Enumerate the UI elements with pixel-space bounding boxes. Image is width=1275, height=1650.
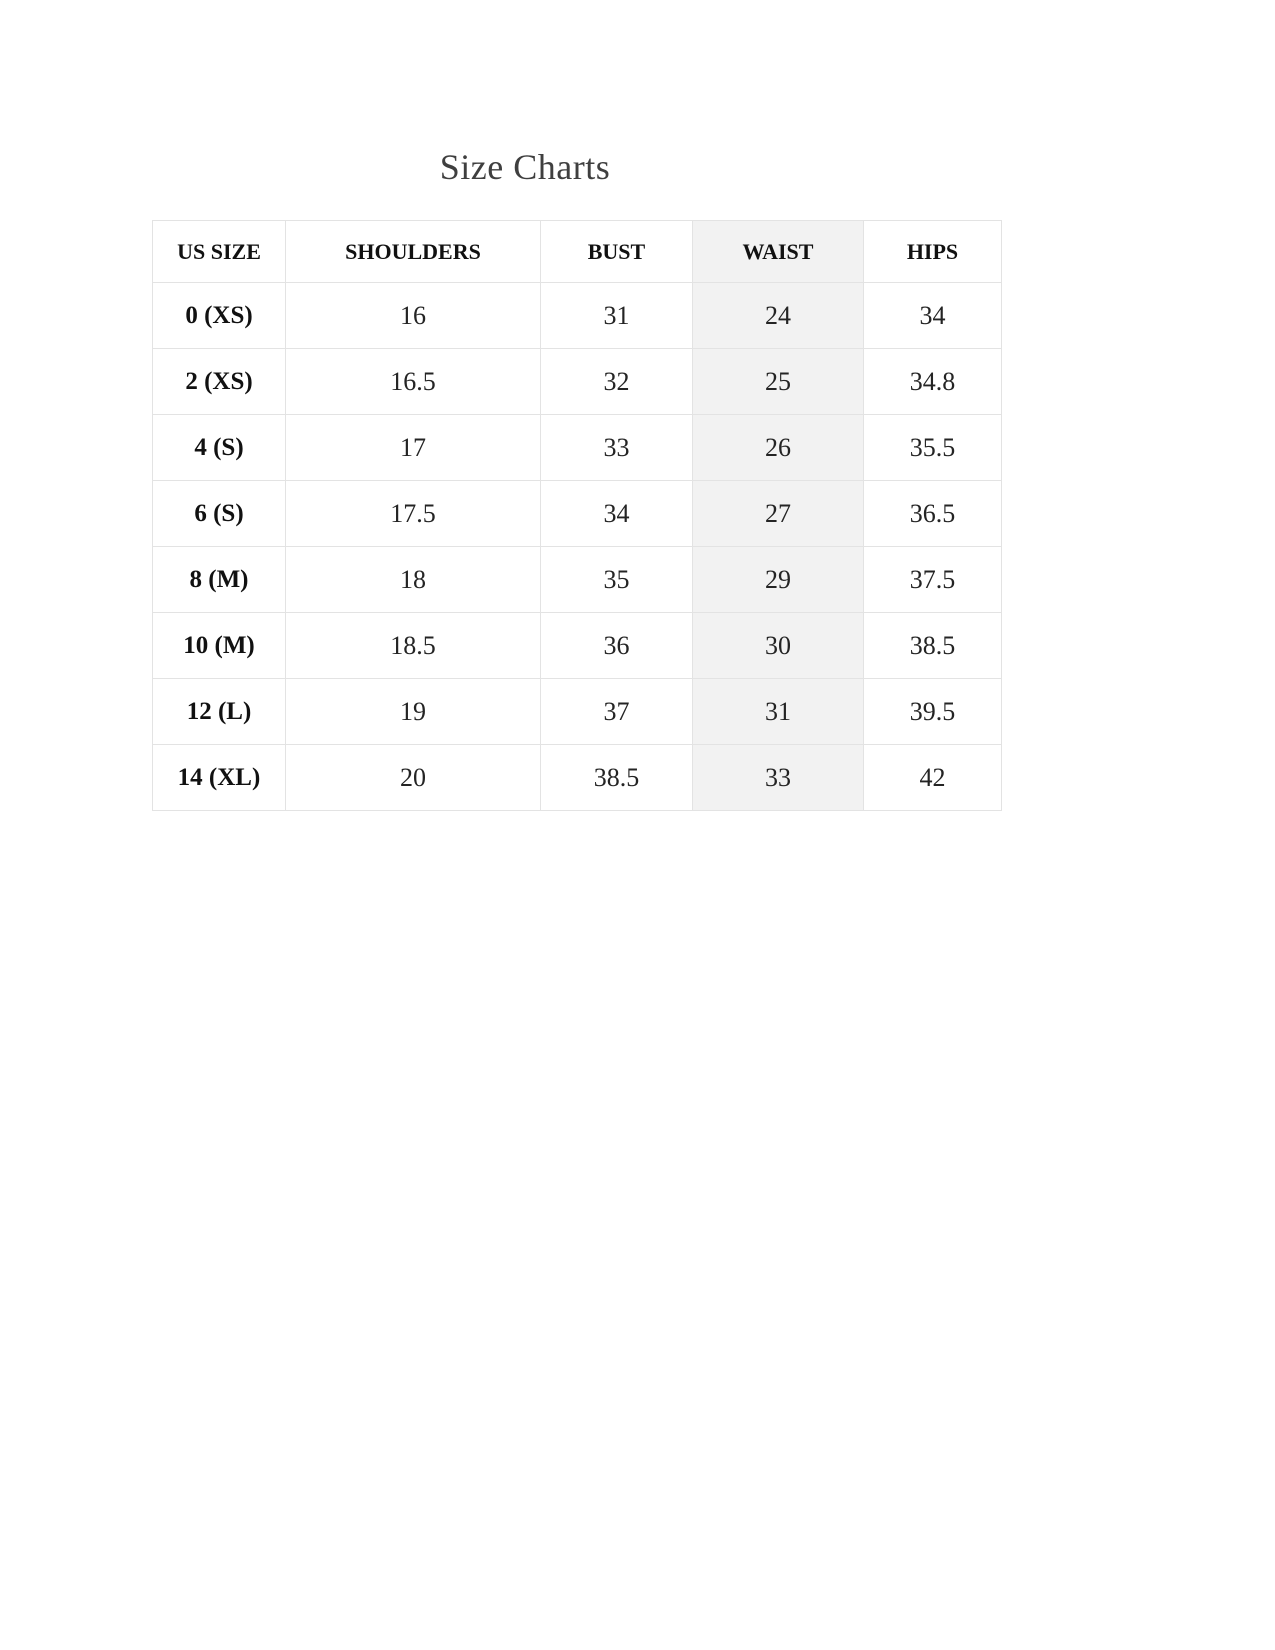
bust-cell: 31 <box>541 283 693 349</box>
waist-cell: 26 <box>693 415 864 481</box>
hips-cell: 39.5 <box>864 679 1002 745</box>
waist-cell: 31 <box>693 679 864 745</box>
table-row <box>153 547 1002 613</box>
waist-cell: 24 <box>693 283 864 349</box>
waist-cell: 27 <box>693 481 864 547</box>
col-header-hips: HIPS <box>864 221 1002 283</box>
hips-cell: 34 <box>864 283 1002 349</box>
hips-cell: 36.5 <box>864 481 1002 547</box>
shoulders-cell: 17.5 <box>286 481 541 547</box>
waist-cell: 25 <box>693 349 864 415</box>
bust-cell: 36 <box>541 613 693 679</box>
page-title: Size Charts <box>439 147 611 187</box>
bust-cell: 35 <box>541 547 693 613</box>
shoulders-cell: 18 <box>286 547 541 613</box>
us-size-cell: 8 (M) <box>153 547 286 613</box>
table-row <box>153 415 1002 481</box>
table-row <box>153 283 1002 349</box>
shoulders-cell: 16.5 <box>286 349 541 415</box>
shoulders-cell: 16 <box>286 283 541 349</box>
bust-cell: 37 <box>541 679 693 745</box>
us-size-cell: 0 (XS) <box>153 283 286 349</box>
bust-cell: 38.5 <box>541 745 693 811</box>
hips-cell: 35.5 <box>864 415 1002 481</box>
header-row <box>153 221 1002 283</box>
waist-cell: 33 <box>693 745 864 811</box>
col-header-shoulders: SHOULDERS <box>286 221 541 283</box>
us-size-cell: 12 (L) <box>153 679 286 745</box>
col-header-bust: BUST <box>541 221 693 283</box>
size-chart-table <box>152 220 1002 811</box>
us-size-cell: 10 (M) <box>153 613 286 679</box>
us-size-cell: 2 (XS) <box>153 349 286 415</box>
us-size-cell: 14 (XL) <box>153 745 286 811</box>
bust-cell: 33 <box>541 415 693 481</box>
table-row <box>153 481 1002 547</box>
bust-cell: 32 <box>541 349 693 415</box>
shoulders-cell: 20 <box>286 745 541 811</box>
us-size-cell: 6 (S) <box>153 481 286 547</box>
shoulders-cell: 17 <box>286 415 541 481</box>
table-row <box>153 679 1002 745</box>
col-header-waist: WAIST <box>693 221 864 283</box>
col-header-us-size: US SIZE <box>153 221 286 283</box>
table-row <box>153 349 1002 415</box>
hips-cell: 34.8 <box>864 349 1002 415</box>
table-row <box>153 745 1002 811</box>
waist-cell: 29 <box>693 547 864 613</box>
table-row <box>153 613 1002 679</box>
hips-cell: 38.5 <box>864 613 1002 679</box>
bust-cell: 34 <box>541 481 693 547</box>
shoulders-cell: 19 <box>286 679 541 745</box>
waist-cell: 30 <box>693 613 864 679</box>
shoulders-cell: 18.5 <box>286 613 541 679</box>
hips-cell: 42 <box>864 745 1002 811</box>
hips-cell: 37.5 <box>864 547 1002 613</box>
us-size-cell: 4 (S) <box>153 415 286 481</box>
